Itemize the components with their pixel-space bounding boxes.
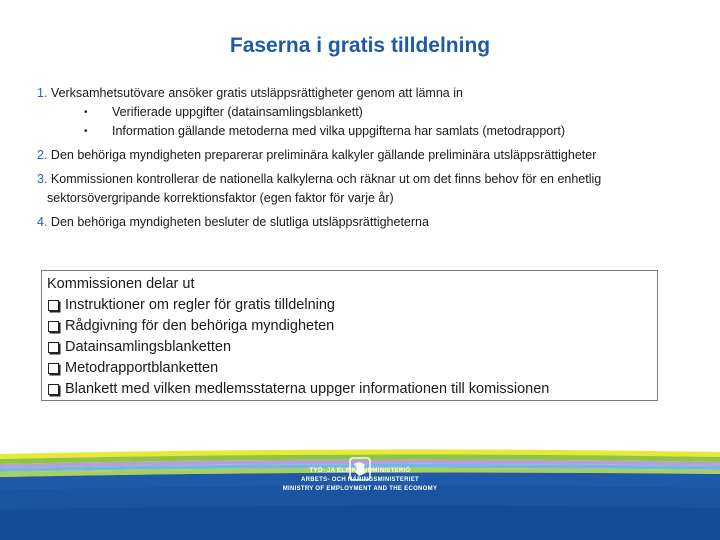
sub-bullet	[37, 103, 687, 122]
checkbox-bullet-icon	[48, 321, 59, 332]
step-3	[37, 170, 687, 208]
footer-banner	[0, 440, 720, 540]
step-text: Kommissionen kontrollerar de nationella kalkylerna och räknar ut om det finns behov för en enhetlig	[50, 172, 602, 186]
checkbox-bullet-icon	[48, 384, 59, 395]
sub-bullet-list	[37, 103, 687, 141]
box-item	[47, 379, 657, 400]
box-item	[47, 337, 657, 358]
box-item-text: Rådgivning för den behöriga myndigheten	[65, 318, 335, 334]
checkbox-bullet-icon	[48, 300, 59, 311]
step-number: 3.	[37, 172, 48, 186]
step-4	[37, 213, 687, 232]
step-text: Verksamhetsutövare ansöker gratis utsläppsrättigheter genom att lämna in	[50, 86, 463, 100]
step-number: 4.	[37, 215, 48, 229]
box-item	[47, 316, 657, 337]
box-item-text: Datainsamlingsblanketten	[65, 339, 232, 355]
checkbox-bullet-icon	[48, 363, 59, 374]
ministry-name-sv: ARBETS- OCH NÄRINGSMINISTERIET	[300, 477, 419, 483]
bullet-icon: •	[84, 126, 88, 137]
box-heading: Kommissionen delar ut	[47, 276, 195, 292]
box-item-text: Blankett med vilken medlemsstaterna uppger informationen till komissionen	[65, 381, 550, 397]
ministry-name-fi: TYÖ- JA ELINKEINOMINISTERIÖ	[309, 468, 411, 474]
ministry-name-en: MINISTRY OF EMPLOYMENT AND THE ECONOMY	[282, 486, 438, 492]
step-number: 2.	[37, 148, 48, 162]
slide-title: Faserna i gratis tilldelning	[229, 34, 491, 57]
bullet-icon: •	[84, 107, 88, 118]
step-2	[37, 146, 687, 165]
box-item	[47, 295, 657, 316]
sub-bullet	[37, 122, 687, 141]
step-text-continued: sektorsövergripande korrektionsfaktor (egen faktor för varje år)	[47, 191, 394, 205]
sub-bullet-text: Verifierade uppgifter (datainsamlingsblankett)	[112, 105, 363, 119]
step-1	[37, 84, 687, 103]
commission-box	[41, 270, 658, 401]
sub-bullet-text: Information gällande metoderna med vilka uppgifterna har samlats (metodrapport)	[112, 124, 566, 138]
box-item-text: Instruktioner om regler för gratis tilldelning	[65, 297, 335, 313]
box-item-text: Metodrapportblanketten	[65, 360, 219, 376]
checkbox-bullet-icon	[48, 342, 59, 353]
step-text: Den behöriga myndigheten preparerar preliminära kalkyler gällande preliminära utsläppsrättigheter	[50, 148, 597, 162]
step-number: 1.	[37, 86, 48, 100]
box-item	[47, 358, 657, 379]
step-text: Den behöriga myndigheten besluter de slutliga utsläppsrättigheterna	[50, 215, 429, 229]
steps-list	[37, 84, 687, 232]
